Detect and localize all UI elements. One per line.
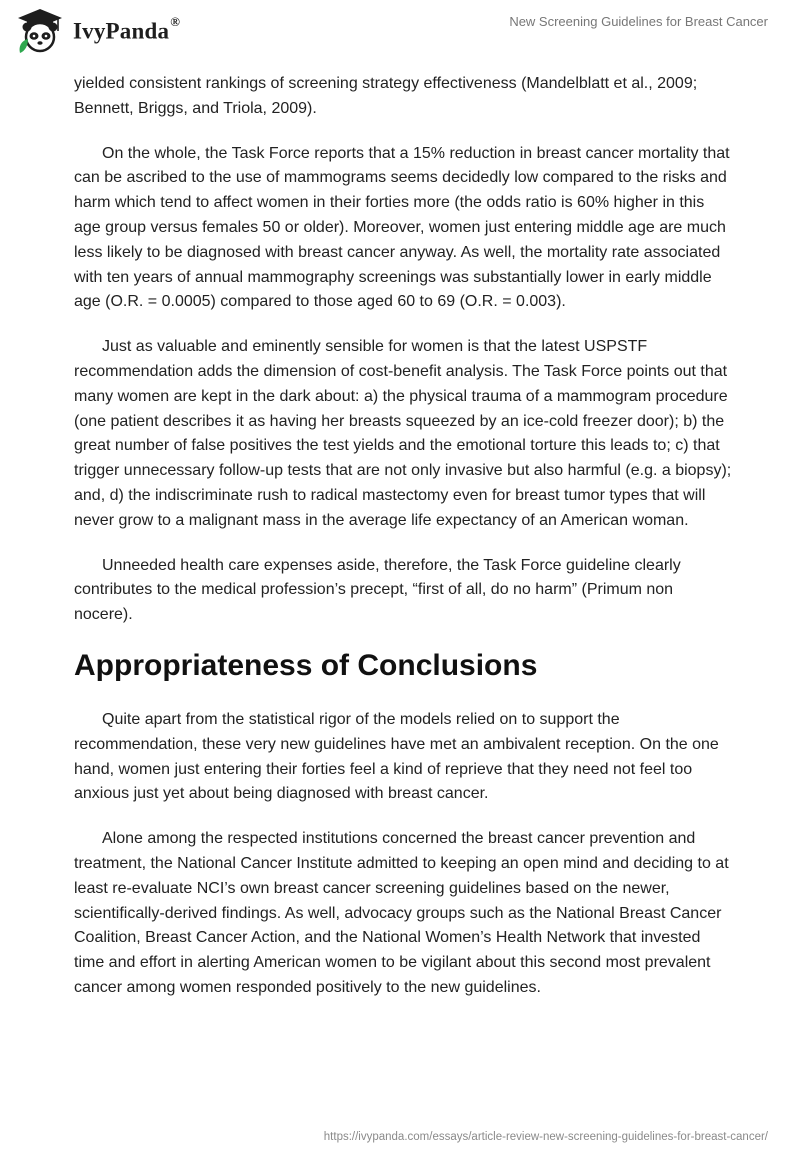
paragraph-do-no-harm: Unneeded health care expenses aside, therefore, the Task Force guideline clearly contributes to the medical profession’s precept, “first of all, do no harm” (Primum non nocere). <box>74 556 681 624</box>
paragraph-nci-response: Alone among the respected institutions concerned the breast cancer prevention and treatment, the National Cancer Institute admitted to keeping an open mind and deciding to at least re-evaluate NCI’s own breast cancer screening guidelines based on the newer, scientifically-derived findings. As well, advocacy groups such as the National Breast Cancer Coalition, Breast Cancer Action, and the National Women’s Health Network that invested time and effort in alerting American women to be vigilant about this second most prevalent cancer among women responded positively to the new guidelines. <box>74 830 729 996</box>
article-body <box>74 72 734 1021</box>
ivypanda-logo[interactable] <box>15 7 180 55</box>
paragraph-ambivalent-reception: Quite apart from the statistical rigor of the models relied on to support the recommendation, these very new guidelines have met an ambivalent reception. On the one hand, women just entering their forties feel a kind of reprieve that they need not feel too anxious just yet about being diagnosed with breast cancer. <box>74 710 719 803</box>
panda-graduate-icon <box>15 7 65 55</box>
document-title: New Screening Guidelines for Breast Cancer <box>509 14 768 29</box>
paragraph-continued: yielded consistent rankings of screening strategy effectiveness (Mandelblatt et al., 2009; Bennett, Briggs, and Triola, 2009). <box>74 75 698 117</box>
paragraph-cost-benefit: Just as valuable and eminently sensible for women is that the latest USPSTF recommendation adds the dimension of cost-benefit analysis. The Task Force points out that many women are kept in the dark about: a) the physical trauma of a mammogram procedure (one patient describes it as having her breasts squeezed by an ice-cold freezer door); b) the great number of false positives the test yields and the emotional torture this leads to; c) that trigger unnecessary follow-up tests that are not only invasive but also harmful (e.g. a biopsy); and, d) the indiscriminate rush to radical mastectomy even for breast tumor types that will never grow to a malignant mass in the average life expectancy of an American woman. <box>74 338 732 529</box>
brand-name: IvyPanda® <box>73 13 181 44</box>
page-header <box>0 0 800 70</box>
source-url-link[interactable]: https://ivypanda.com/essays/article-review-new-screening-guidelines-for-breast-cancer/ <box>323 1131 768 1143</box>
paragraph-task-force-reduction: On the whole, the Task Force reports that a 15% reduction in breast cancer mortality that can be ascribed to the use of mammograms seems decidedly low compared to the risks and harm which tend to affect women in their forties more (the odds ratio is 60% higher in this age group versus females 50 or older). Moreover, women just entering middle age are much less likely to be diagnosed with breast cancer anyway. As well, the mortality rate associated with ten years of annual mammography screenings was substantially lower in early middle age (O.R. = 0.0005) compared to those aged 60 to 69 (O.R. = 0.003). <box>74 144 730 311</box>
section-heading: Appropriateness of Conclusions <box>74 648 538 682</box>
